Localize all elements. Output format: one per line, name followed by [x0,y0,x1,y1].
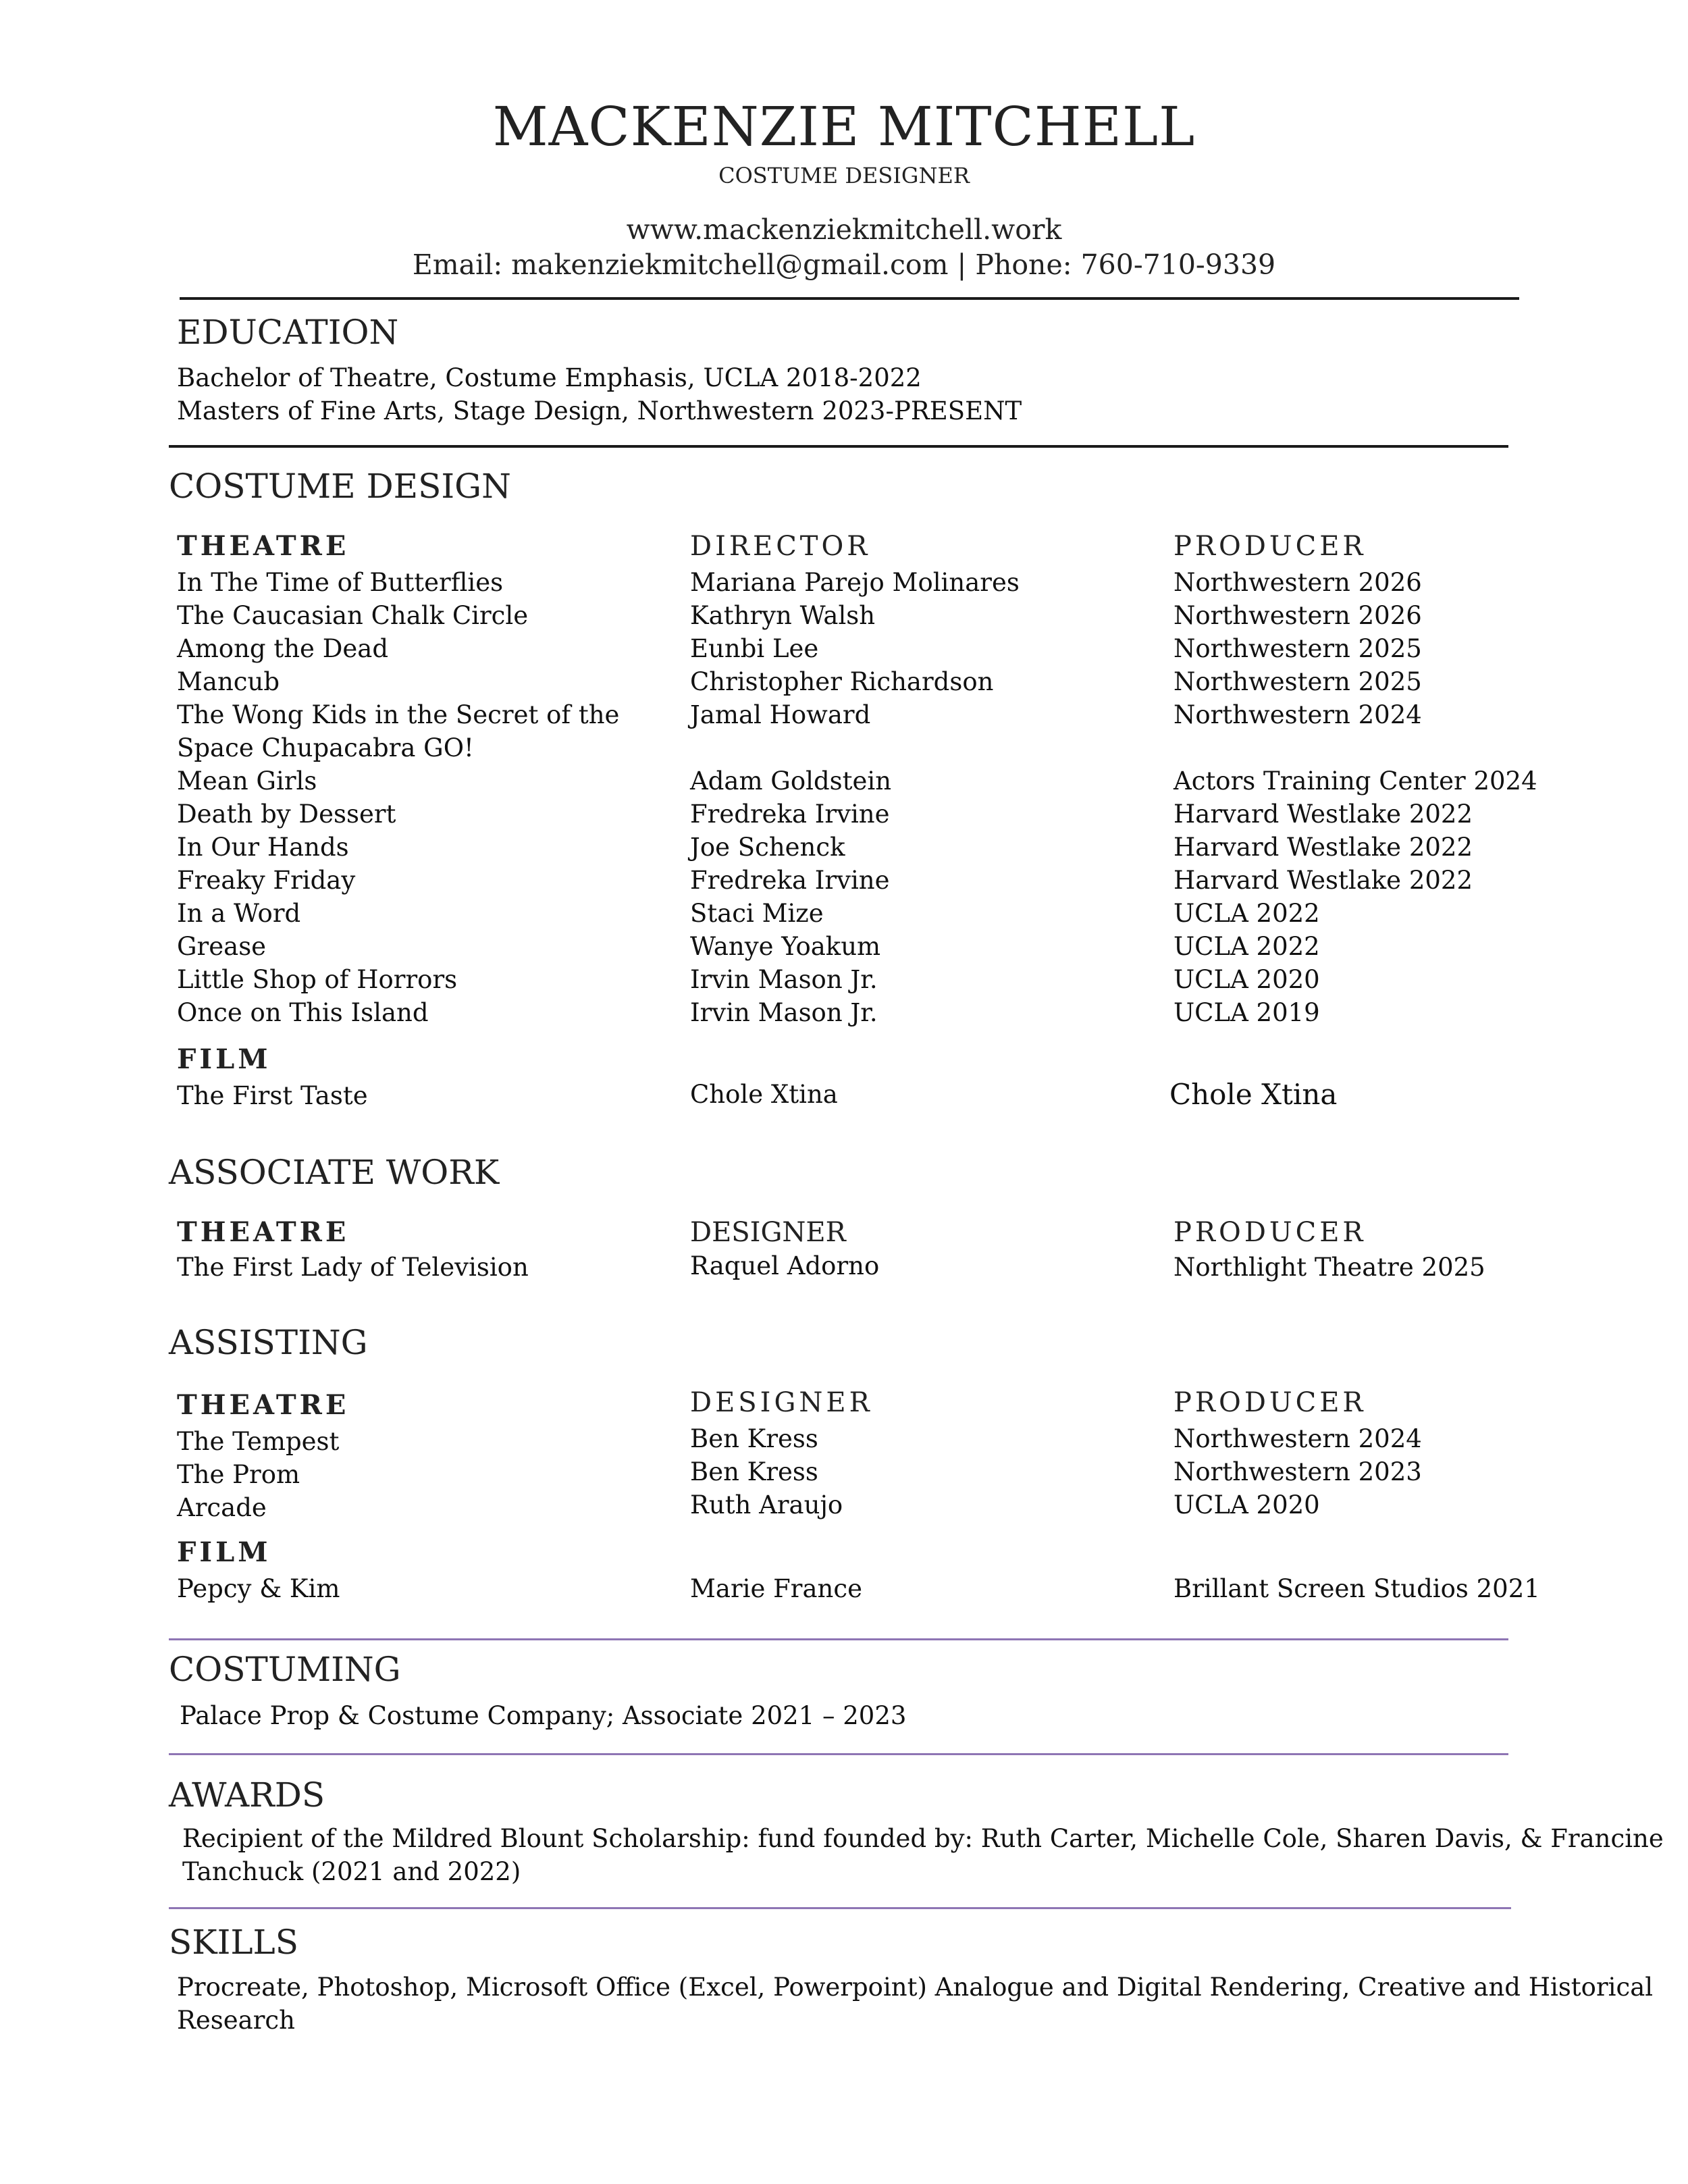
production-title: Space Chupacabra GO! [177,733,474,762]
designer-column-header: DESIGNER [690,1387,873,1418]
production-title: In Our Hands [177,833,349,862]
producer-name: UCLA 2022 [1173,932,1320,961]
producer-name: Harvard Westlake 2022 [1173,866,1473,895]
costuming-heading: COSTUMING [169,1650,401,1689]
assisting-heading: ASSISTING [169,1323,368,1362]
producer-name: UCLA 2020 [1173,965,1320,994]
skills-heading: SKILLS [169,1923,299,1962]
awards-heading: AWARDS [169,1775,325,1815]
director-name: Staci Mize [690,899,824,928]
film-producer: Chole Xtina [1169,1078,1338,1111]
designer-column-header: DESIGNER [690,1217,846,1248]
awards-line: Tanchuck (2021 and 2022) [182,1857,521,1886]
film-title: The First Taste [177,1081,368,1110]
film-heading: FILM [177,1536,271,1568]
designer-name: Ruth Araujo [690,1490,843,1519]
resume-name: MACKENZIE MITCHELL [492,95,1196,158]
film-title: Pepcy & Kim [177,1574,340,1603]
contact-line: Email: makenziekmitchell@gmail.com | Phone: 760-710-9339 [412,249,1276,281]
producer-name: Actors Training Center 2024 [1173,766,1537,796]
production-title: Freaky Friday [177,866,356,895]
designer-name: Ben Kress [690,1457,818,1486]
designer-name: Raquel Adorno [690,1251,880,1280]
director-name: Irvin Mason Jr. [690,998,878,1027]
job-title: COSTUME DESIGNER [718,163,970,188]
education-divider [169,445,1508,448]
assisting-producers-column [1173,1422,1422,1522]
theatre-column-header: THEATRE [177,1389,350,1421]
production-title: Among the Dead [177,634,389,663]
theatre-column-header: THEATRE [177,1216,350,1248]
theatre-titles-column [177,566,619,1029]
education-item: Bachelor of Theatre, Costume Emphasis, UCLA 2018-2022 [177,363,922,392]
designer-name: Ben Kress [690,1424,818,1453]
director-name: Jamal Howard [690,700,871,729]
production-title: In The Time of Butterflies [177,568,504,597]
directors-column [690,566,1020,1029]
director-name: Joe Schenck [690,833,845,862]
skills-line: Procreate, Photoshop, Microsoft Office (Excel, Powerpoint) Analogue and Digital Rendering, Creative and Historical [177,1973,1654,2002]
production-title: Mean Girls [177,766,317,796]
director-name [690,731,1020,764]
producer-name: Northwestern 2023 [1173,1457,1422,1486]
producer-name: UCLA 2020 [1173,1490,1320,1519]
film-designer: Marie France [690,1574,862,1603]
producer-name: Harvard Westlake 2022 [1173,800,1473,829]
assisting-divider [169,1638,1508,1640]
production-title: The Caucasian Chalk Circle [177,601,529,630]
director-name: Eunbi Lee [690,634,819,663]
producer-name: Northwestern 2026 [1173,568,1422,597]
production-title: Little Shop of Horrors [177,965,458,994]
awards-divider [169,1907,1511,1909]
producer-column-header: PRODUCER [1173,531,1367,562]
production-title: The Wong Kids in the Secret of the [177,700,620,729]
production-title: Mancub [177,667,280,696]
producer-name: Northwestern 2024 [1173,1424,1422,1453]
costuming-entry: Palace Prop & Costume Company; Associate 2021 – 2023 [180,1701,907,1730]
education-heading: EDUCATION [177,313,399,352]
production-title: The Tempest [177,1427,340,1456]
producer-column-header: PRODUCER [1173,1217,1367,1248]
production-title: The Prom [177,1460,300,1489]
director-name: Kathryn Walsh [690,601,876,630]
director-name: Fredreka Irvine [690,800,890,829]
production-title: Grease [177,932,267,961]
producer-name: Harvard Westlake 2022 [1173,833,1473,862]
producer-name: UCLA 2022 [1173,899,1320,928]
production-title: In a Word [177,899,301,928]
producer-name: Northlight Theatre 2025 [1173,1253,1485,1282]
film-producer: Brillant Screen Studios 2021 [1173,1574,1540,1603]
producer-name: Northwestern 2024 [1173,700,1422,729]
costuming-divider [169,1753,1508,1755]
director-name: Mariana Parejo Molinares [690,568,1020,597]
producer-name: Northwestern 2025 [1173,667,1422,696]
director-name: Wanye Yoakum [690,932,881,961]
website-link[interactable]: www.mackenziekmitchell.work [626,213,1062,246]
production-title: The First Lady of Television [177,1253,529,1282]
header-divider [180,297,1519,300]
film-director: Chole Xtina [690,1080,838,1109]
producer-name [1173,731,1537,764]
production-title: Death by Dessert [177,800,396,829]
film-heading: FILM [177,1043,271,1075]
director-column-header: DIRECTOR [690,531,871,562]
producer-name: Northwestern 2026 [1173,601,1422,630]
producers-column [1173,566,1537,1029]
education-item: Masters of Fine Arts, Stage Design, Northwestern 2023-PRESENT [177,396,1022,425]
associate-work-heading: ASSOCIATE WORK [169,1153,500,1192]
director-name: Irvin Mason Jr. [690,965,878,994]
producer-name: UCLA 2019 [1173,998,1320,1027]
director-name: Fredreka Irvine [690,866,890,895]
director-name: Adam Goldstein [690,766,892,796]
production-title: Once on This Island [177,998,429,1027]
awards-line: Recipient of the Mildred Blount Scholarship: fund founded by: Ruth Carter, Michelle Cole, Sharen Davis, & Francine [182,1824,1664,1853]
theatre-column-header: THEATRE [177,530,350,562]
assisting-designers-column [690,1422,843,1522]
producer-column-header: PRODUCER [1173,1387,1367,1418]
production-title: Arcade [177,1493,267,1522]
director-name: Christopher Richardson [690,667,994,696]
costume-design-heading: COSTUME DESIGN [169,467,511,506]
skills-line: Research [177,2006,295,2035]
assisting-titles-column [177,1425,339,1524]
producer-name: Northwestern 2025 [1173,634,1422,663]
